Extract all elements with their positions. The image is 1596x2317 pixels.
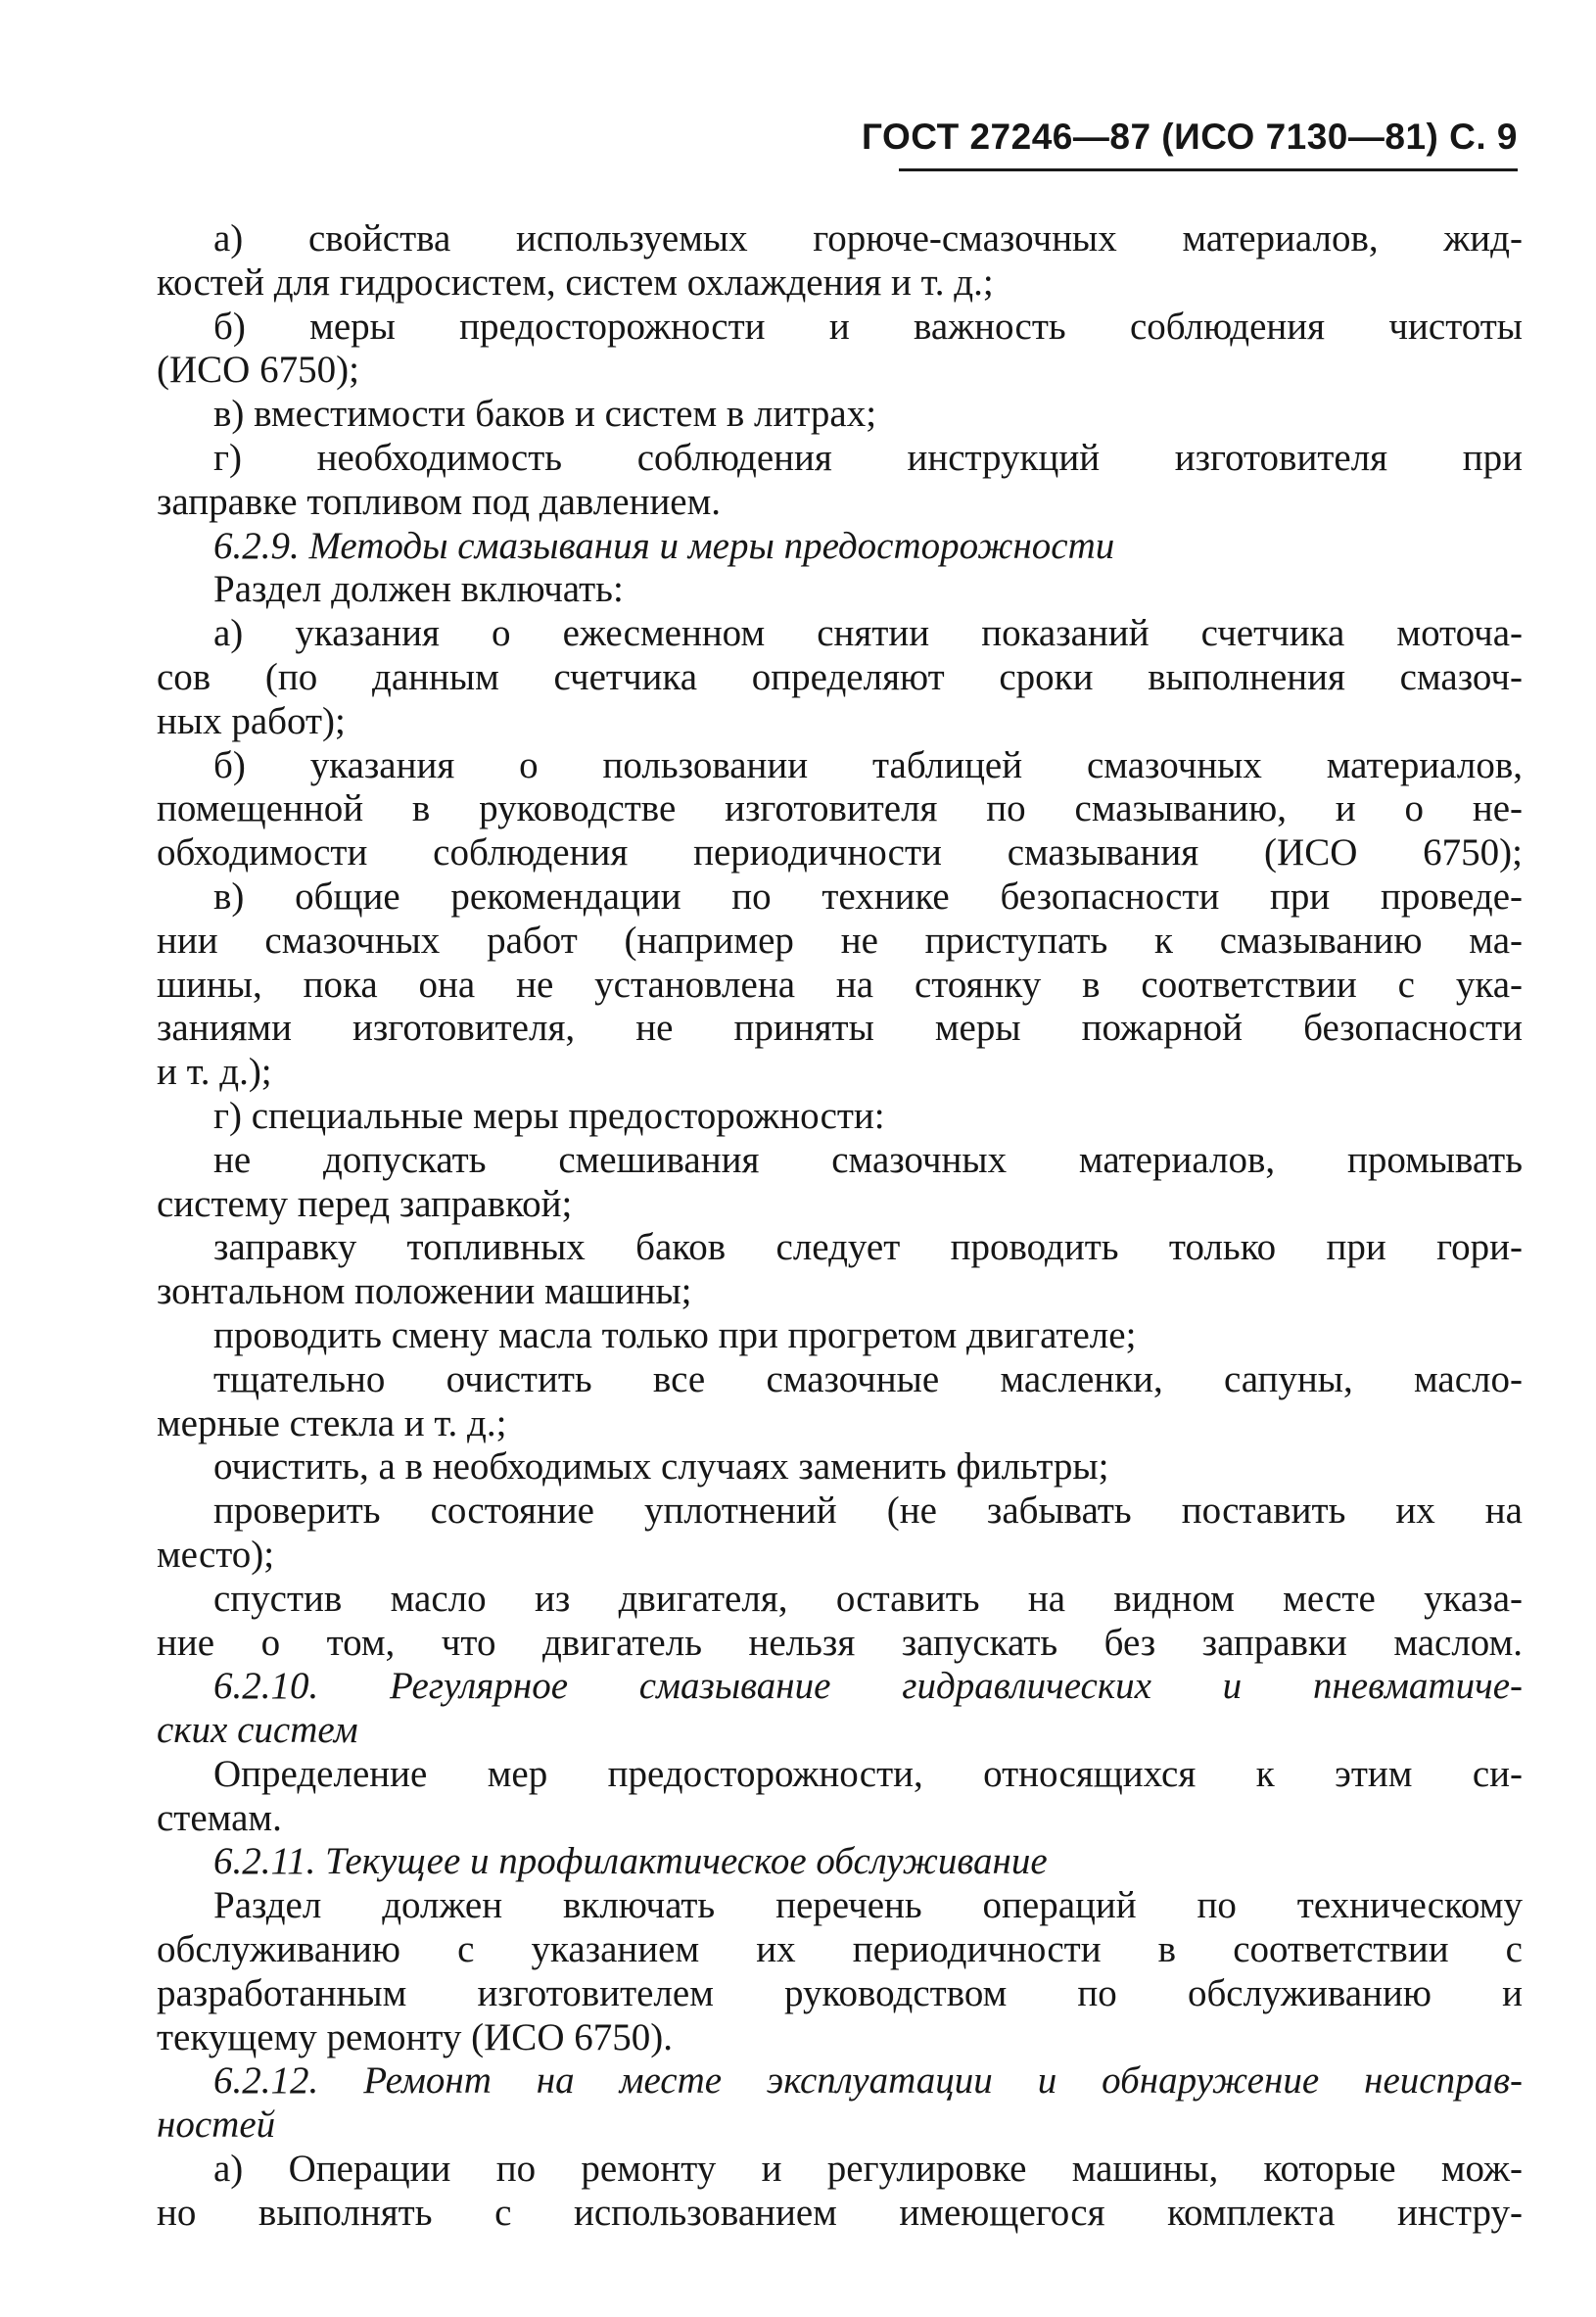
body-text bbox=[157, 217, 1523, 2236]
text-line: зонтальном положении машины; bbox=[157, 1270, 692, 1313]
text-line: заправку топливных баков следует проводить только при гори- bbox=[213, 1226, 1523, 1269]
section-heading-line: 6.2.11. Текущее и профилактическое обслуживание bbox=[213, 1840, 1048, 1883]
text-line: разработанным изготовителем руководством по обслуживанию и bbox=[157, 1971, 1523, 2014]
text-line: заниями изготовителя, не приняты меры пожарной безопасности bbox=[157, 1007, 1523, 1050]
text-line: костей для гидросистем, систем охлаждения и т. д.; bbox=[157, 260, 994, 304]
text-line: в) общие рекомендации по технике безопасности при проведе- bbox=[213, 875, 1523, 918]
text-line: г) необходимость соблюдения инструкций изготовителя при bbox=[213, 436, 1523, 479]
text-line: б) меры предосторожности и важность соблюдения чистоты bbox=[213, 305, 1523, 348]
text-line: а) Операции по ремонту и регулировке машины, которые мож- bbox=[213, 2148, 1523, 2191]
text-line: текущему ремонту (ИСО 6750). bbox=[157, 2015, 673, 2058]
text-line: проверить состояние уплотнений (не забывать поставить их на bbox=[213, 1490, 1523, 1533]
text-line: Определение мер предосторожности, относящихся к этим си- bbox=[213, 1752, 1523, 1795]
text-line: тщательно очистить все смазочные масленки, сапуны, масло- bbox=[213, 1357, 1523, 1400]
text-line: проводить смену масла только при прогретом двигателе; bbox=[213, 1313, 1137, 1356]
section-heading-line: 6.2.9. Методы смазывания и меры предосторожности bbox=[213, 524, 1115, 567]
text-line: не допускать смешивания смазочных материалов, промывать bbox=[213, 1138, 1523, 1181]
text-line: систему перед заправкой; bbox=[157, 1182, 573, 1225]
text-line: ных работ); bbox=[157, 699, 346, 742]
text-line: спустив масло из двигателя, оставить на видном месте указа- bbox=[213, 1577, 1523, 1620]
text-line: Раздел должен включать перечень операций по техническому bbox=[213, 1884, 1523, 1927]
section-heading-line: ностей bbox=[157, 2104, 276, 2147]
text-line: в) вместимости баков и систем в литрах; bbox=[213, 393, 877, 436]
text-line: сов (по данным счетчика определяют сроки выполнения смазоч- bbox=[157, 655, 1523, 698]
text-line: б) указания о пользовании таблицей смазочных материалов, bbox=[213, 743, 1523, 786]
text-line: обходимости соблюдения периодичности смазывания (ИСО 6750); bbox=[157, 831, 1523, 875]
text-line: заправке топливом под давлением. bbox=[157, 480, 722, 523]
text-line: обслуживанию с указанием их периодичности в соответствии с bbox=[157, 1928, 1523, 1971]
section-heading-line: 6.2.12. Ремонт на месте эксплуатации и обнаружение неисправ- bbox=[213, 2059, 1523, 2103]
text-line: а) указания о ежесменном снятии показаний счетчика моточа- bbox=[213, 612, 1523, 655]
section-heading-line: 6.2.10. Регулярное смазывание гидравлических и пневматиче- bbox=[213, 1665, 1523, 1708]
text-line: помещенной в руководстве изготовителя по смазыванию, и о не- bbox=[157, 787, 1523, 830]
text-line: место); bbox=[157, 1533, 275, 1576]
standard-designation: ГОСТ 27246—87 (ИСО 7130—81) С. 9 bbox=[862, 117, 1518, 157]
text-line: мерные стекла и т. д.; bbox=[157, 1401, 507, 1444]
text-line: и т. д.); bbox=[157, 1051, 272, 1094]
text-line: а) свойства используемых горюче-смазочных материалов, жид- bbox=[213, 217, 1523, 260]
text-line: но выполнять с использованием имеющегося комплекта инстру- bbox=[157, 2191, 1523, 2234]
text-line: г) специальные меры предосторожности: bbox=[213, 1094, 885, 1137]
text-line: (ИСО 6750); bbox=[157, 349, 359, 392]
text-line: Раздел должен включать: bbox=[213, 568, 624, 611]
header-rule bbox=[899, 168, 1518, 171]
text-line: ние о том, что двигатель нельзя запускать без заправки маслом. bbox=[157, 1621, 1523, 1664]
text-line: шины, пока она не установлена на стоянку в соответствии с ука- bbox=[157, 963, 1523, 1006]
text-line: стемам. bbox=[157, 1796, 282, 1839]
text-line: очистить, а в необходимых случаях заменить фильтры; bbox=[213, 1445, 1109, 1489]
text-line: нии смазочных работ (например не приступать к смазыванию ма- bbox=[157, 919, 1523, 962]
page-header bbox=[862, 116, 1518, 184]
section-heading-line: ских систем bbox=[157, 1709, 358, 1752]
